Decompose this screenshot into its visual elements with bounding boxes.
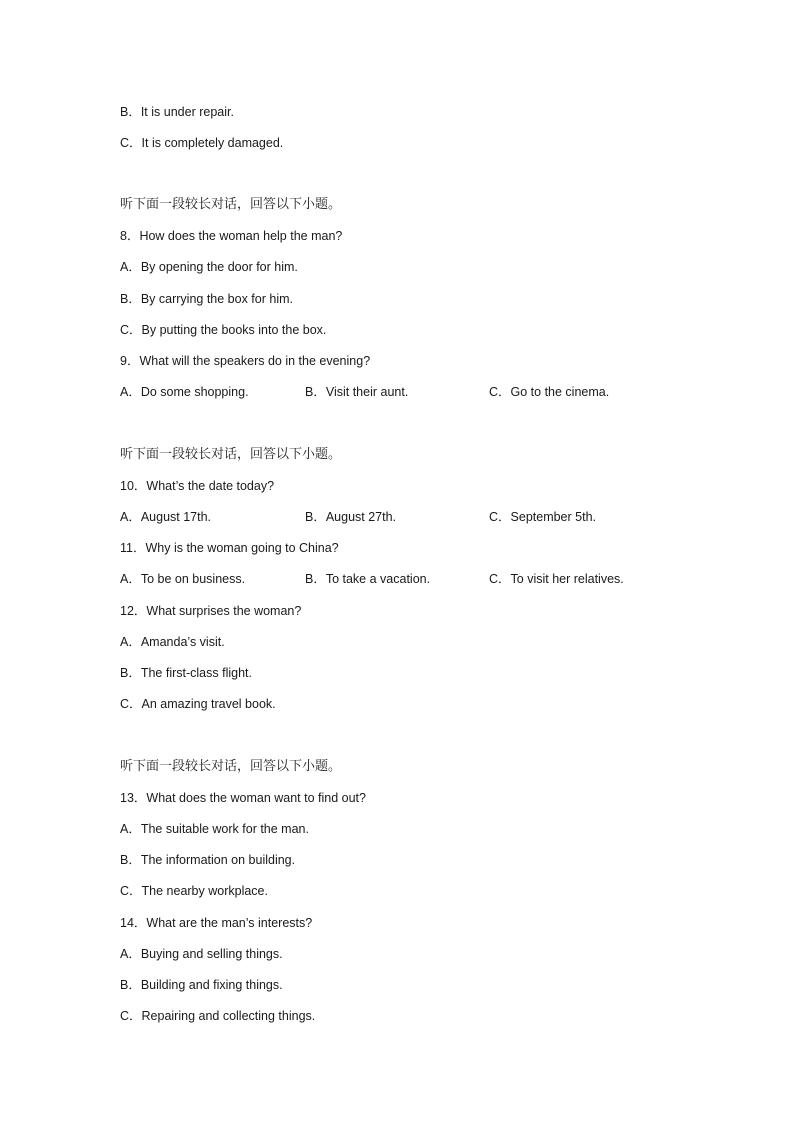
q8-option-c: C．By putting the books into the box.: [120, 323, 327, 337]
question-13: 13．What does the woman want to find out?: [120, 791, 366, 805]
q12-option-b: B．The first-class flight.: [120, 666, 252, 680]
section-instruction: 听下面一段较长对话，回答以下小题。: [120, 759, 342, 774]
q11-option-c: C．To visit her relatives.: [489, 572, 624, 586]
q10-option-c: C．September 5th.: [489, 510, 596, 524]
question-8: 8．How does the woman help the man?: [120, 229, 343, 243]
q14-option-c: C．Repairing and collecting things.: [120, 1009, 316, 1023]
q10-option-b: B．August 27th.: [305, 510, 397, 524]
q11-option-b: B．To take a vacation.: [305, 572, 431, 586]
question-12: 12．What surprises the woman?: [120, 604, 302, 618]
q11-option-a: A．To be on business.: [120, 572, 246, 586]
q13-option-b: B．The information on building.: [120, 853, 296, 867]
q8-option-b: B．By carrying the box for him.: [120, 292, 293, 306]
q14-option-b: B．Building and fixing things.: [120, 978, 283, 992]
q9-option-c: C．Go to the cinema.: [489, 385, 610, 399]
question-11: 11．Why is the woman going to China?: [120, 541, 339, 555]
q10-option-a: A．August 17th.: [120, 510, 212, 524]
q13-option-c: C．The nearby workplace.: [120, 884, 268, 898]
q9-option-a: A．Do some shopping.: [120, 385, 249, 399]
q12-option-a: A．Amanda’s visit.: [120, 635, 225, 649]
section-instruction: 听下面一段较长对话，回答以下小题。: [120, 197, 342, 212]
q13-option-a: A．The suitable work for the man.: [120, 822, 309, 836]
q12-option-c: C．An amazing travel book.: [120, 697, 276, 711]
question-10: 10．What’s the date today?: [120, 479, 275, 493]
q14-option-a: A．Buying and selling things.: [120, 947, 283, 961]
q9-option-b: B．Visit their aunt.: [305, 385, 409, 399]
q8-option-a: A．By opening the door for him.: [120, 260, 298, 274]
section-instruction: 听下面一段较长对话，回答以下小题。: [120, 447, 342, 462]
question-9: 9．What will the speakers do in the evening?: [120, 354, 371, 368]
question-14: 14．What are the man’s interests?: [120, 916, 313, 930]
q7-option-c: C．It is completely damaged.: [120, 136, 284, 150]
q7-option-b: B．It is under repair.: [120, 105, 234, 119]
